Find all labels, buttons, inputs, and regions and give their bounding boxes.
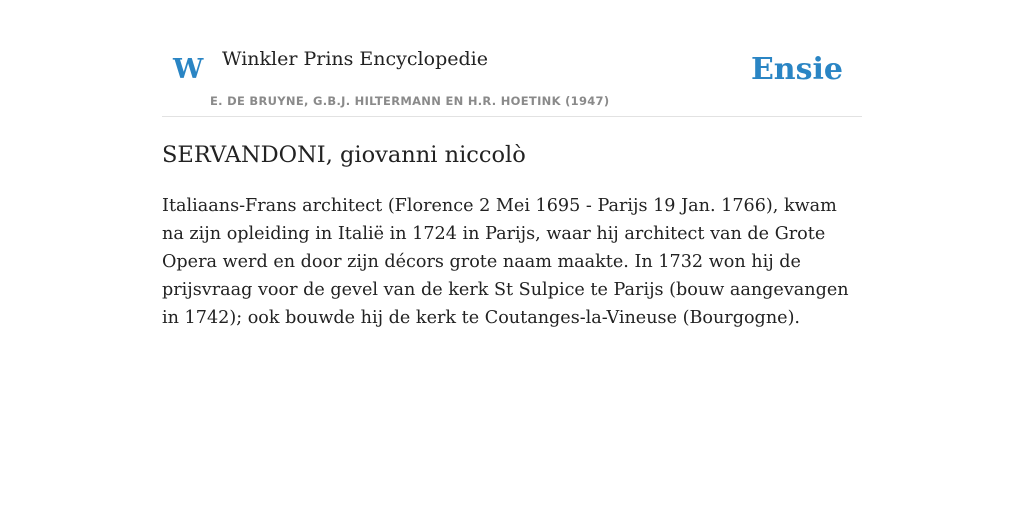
entry-body: Italiaans-Frans architect (Florence 2 Mei 1695 - Parijs 19 Jan. 1766), kwam na zijn opleiding in Italië in 1724 in Parijs, waar hij architect van de Grote Opera werd en door zijn décors grote naam maakte. In 1732 won hij de prijsvraag voor de gevel van de kerk St Sulpice te Parijs (bouw aangevangen in 1742); ook bouwde hij de kerk te Coutanges-la-Vineuse (Bourgogne). (162, 196, 849, 328)
page-content (162, 0, 862, 328)
publication-authors: E. DE BRUYNE, G.B.J. HILTERMANN EN H.R. HOETINK (1947) (210, 94, 610, 108)
publication-header (162, 0, 862, 117)
entry-title: SERVANDONI, giovanni niccolò (162, 142, 526, 168)
publication-logo-icon[interactable]: W (173, 54, 204, 85)
ensie-logo[interactable]: Ensie (750, 52, 843, 87)
publication-title[interactable]: Winkler Prins Encyclopedie (222, 48, 488, 70)
